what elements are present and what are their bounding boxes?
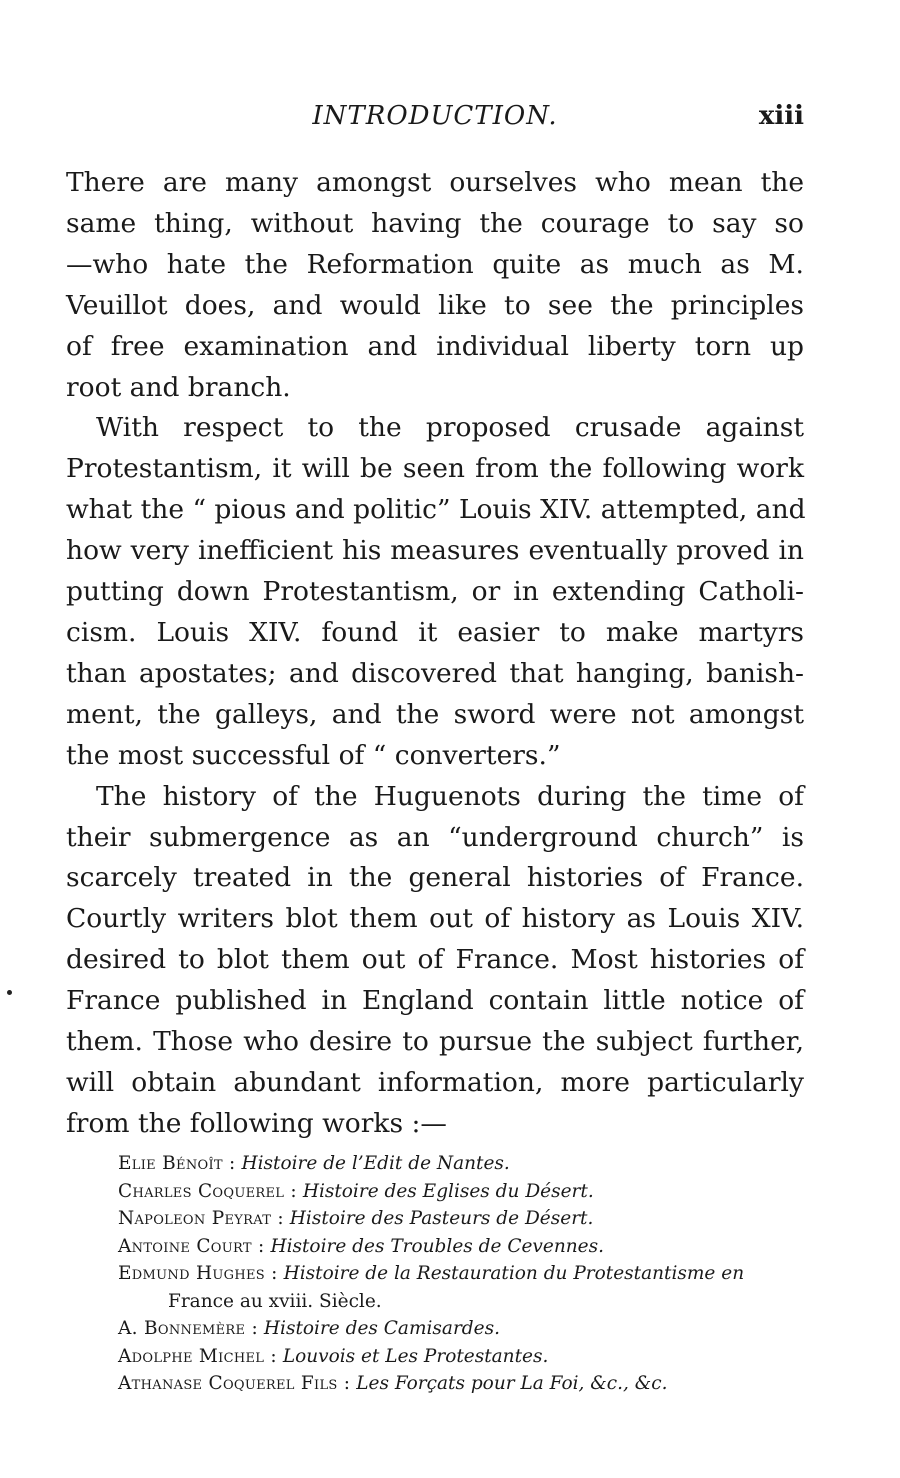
reference-item — [118, 1178, 808, 1206]
text-line: their submergence as an “underground church” is — [66, 821, 804, 853]
reference-item — [118, 1150, 808, 1178]
reference-item — [118, 1205, 808, 1233]
reference-author: Antoine Court : — [118, 1235, 265, 1257]
reference-title: Histoire de la Restauration du Protestantisme en — [283, 1263, 745, 1284]
text-line: desired to blot them out of France. Most histories of — [66, 944, 804, 976]
text-line: from the following works :— — [66, 1107, 447, 1139]
reference-title-continued: France au xviii. Siècle. — [168, 1290, 382, 1312]
page-title: INTRODUCTION. — [312, 101, 558, 131]
reference-item — [118, 1370, 808, 1398]
page-number: xiii — [758, 101, 804, 131]
reference-title: Louvois et Les Protestantes. — [282, 1345, 549, 1367]
margin-dot — [7, 990, 12, 995]
text-line: France published in England contain little notice of — [66, 985, 804, 1017]
running-head — [66, 96, 804, 136]
text-line: root and branch. — [66, 371, 291, 403]
reference-title: Les Forçats pour La Foi, &c., &c. — [356, 1373, 668, 1394]
text-line: cism. Louis XIV. found it easier to make martyrs — [66, 616, 804, 648]
reference-continuation — [118, 1288, 808, 1316]
text-line: With respect to the proposed crusade against — [96, 412, 804, 444]
reference-author: Athanase Coquerel Fils : — [118, 1373, 351, 1394]
reference-author: Edmund Hughes : — [118, 1263, 278, 1284]
reference-title: Histoire des Pasteurs de Désert. — [289, 1208, 594, 1229]
text-line: The history of the Huguenots during the time of — [96, 780, 804, 812]
text-line: —who hate the Reformation quite as much as M. — [66, 248, 804, 280]
reference-title: Histoire de l’Edit de Nantes. — [241, 1153, 510, 1174]
reference-list — [118, 1150, 808, 1398]
text-line: Veuillot does, and would like to see the principles — [66, 289, 804, 321]
text-line: how very inefficient his measures eventually proved in — [66, 535, 804, 567]
text-line: the most successful of “ converters.” — [66, 739, 561, 771]
text-line: of free examination and individual liberty torn up — [66, 330, 804, 362]
text-line: putting down Protestantism, or in extending Catholi- — [66, 576, 804, 608]
text-line: Courtly writers blot them out of history as Louis XIV. — [66, 903, 804, 935]
reference-item — [118, 1315, 808, 1343]
reference-item — [118, 1233, 808, 1261]
reference-author: Charles Coquerel : — [118, 1180, 297, 1202]
reference-title: Histoire des Troubles de Cevennes. — [270, 1235, 604, 1257]
reference-title: Histoire des Eglises du Désert. — [302, 1180, 594, 1202]
text-line: will obtain abundant information, more particularly — [66, 1066, 804, 1098]
text-line: same thing, without having the courage to say so — [66, 207, 804, 239]
text-line: Protestantism, it will be seen from the following work — [66, 453, 804, 485]
reference-author: Elie Bénoît : — [118, 1153, 236, 1174]
paragraph-1 — [66, 163, 804, 408]
reference-author: A. Bonnemère : — [118, 1318, 259, 1339]
text-line: what the “ pious and politic” Louis XIV. attempted, and — [66, 494, 806, 526]
reference-author: Napoleon Peyrat : — [118, 1208, 284, 1229]
text-line: than apostates; and discovered that hanging, banish- — [66, 657, 804, 689]
reference-title: Histoire des Camisardes. — [263, 1318, 500, 1339]
paragraph-3 — [66, 777, 804, 1145]
reference-item — [118, 1343, 808, 1371]
text-line: There are many amongst ourselves who mean the — [66, 167, 804, 198]
reference-author: Adolphe Michel : — [118, 1345, 277, 1367]
text-line: scarcely treated in the general histories of France. — [66, 862, 804, 894]
body-text — [66, 163, 804, 1145]
text-line: ment, the galleys, and the sword were not amongst — [66, 698, 804, 730]
paragraph-2 — [66, 408, 804, 776]
reference-item — [118, 1260, 808, 1288]
text-line: them. Those who desire to pursue the subject further, — [66, 1026, 804, 1058]
